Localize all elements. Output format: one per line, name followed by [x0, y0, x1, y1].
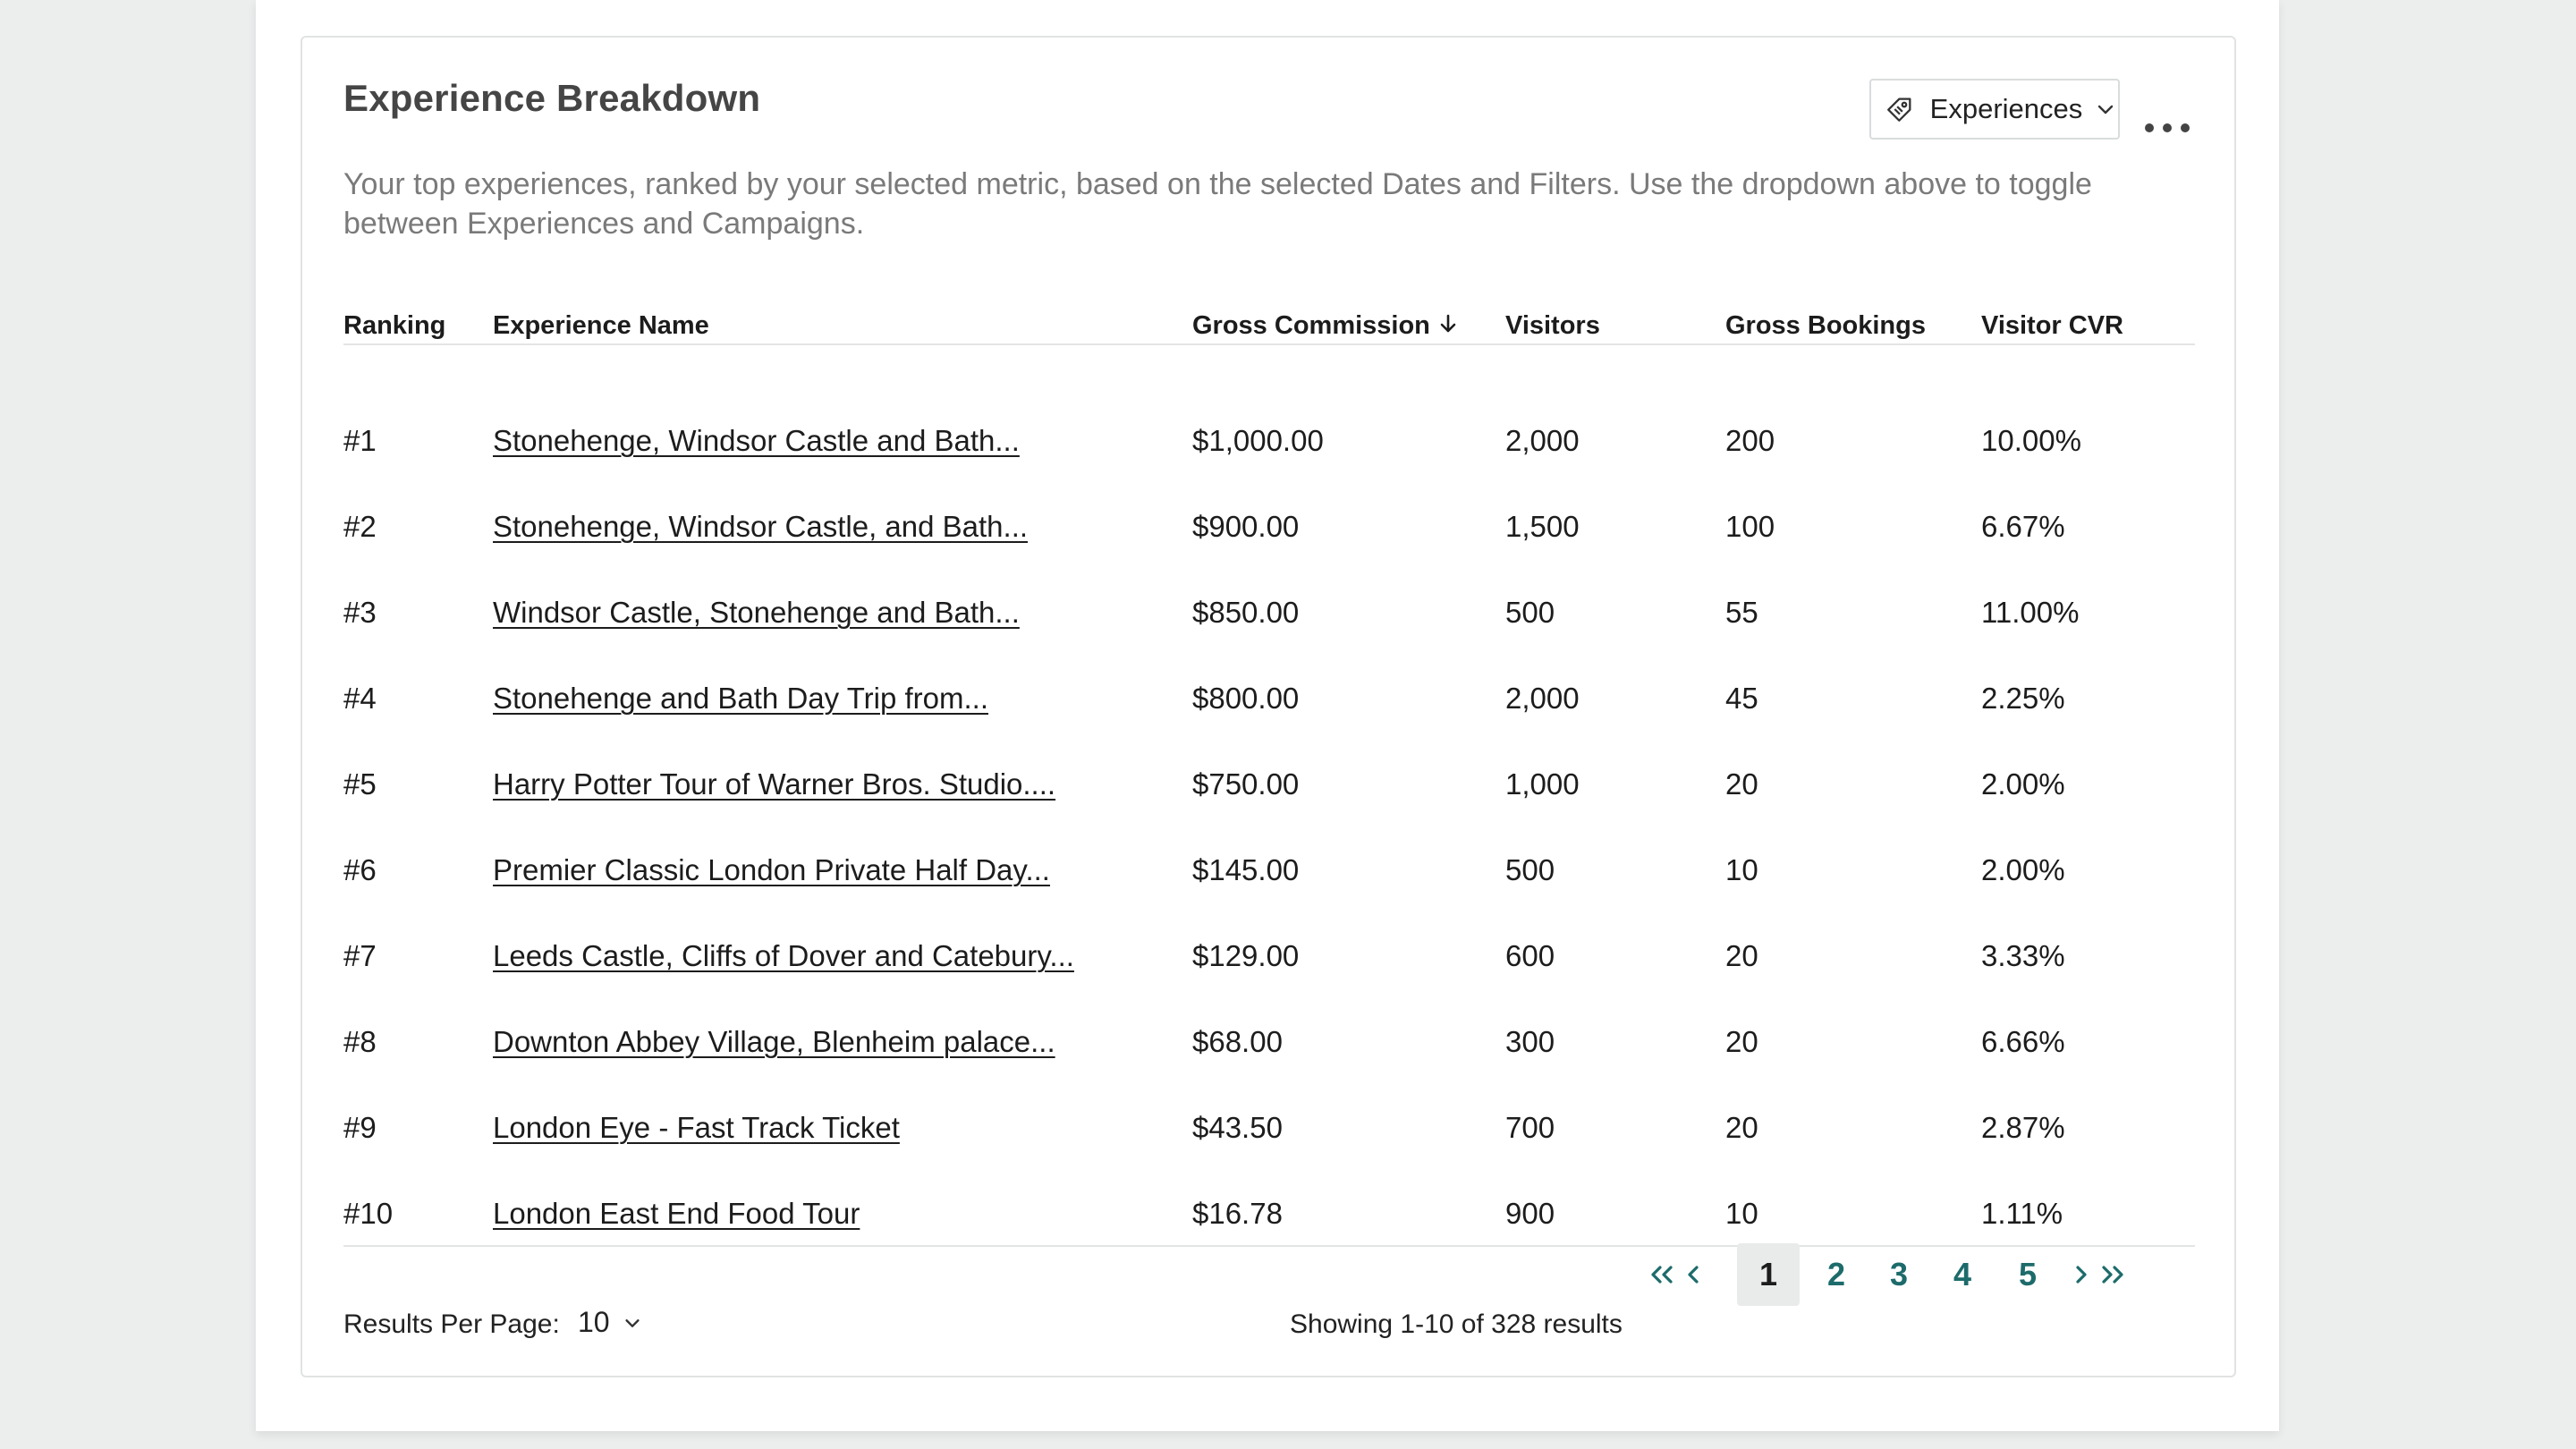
experience-link[interactable]: Stonehenge and Bath Day Trip from...	[493, 682, 988, 715]
results-count-text: Showing 1-10 of 328 results	[1290, 1309, 1623, 1339]
table-row	[343, 492, 2195, 578]
header-visitors: Visitors	[1505, 311, 1600, 340]
row-bookings: 20	[1725, 939, 1758, 972]
first-page-icon[interactable]	[1644, 1243, 1680, 1306]
row-commission: $1,000.00	[1192, 424, 1324, 457]
header-gross-commission[interactable]	[1192, 311, 1459, 343]
table-row	[343, 921, 2195, 1007]
view-toggle-dropdown[interactable]	[1869, 79, 2120, 140]
header-gross-commission-label: Gross Commission	[1192, 311, 1430, 340]
card-description: Your top experiences, ranked by your selected metric, based on the selected Dates and Filters. Use the dropdown above to toggle between Experiences and Campaigns.	[343, 167, 2092, 241]
experience-link[interactable]: London Eye - Fast Track Ticket	[493, 1111, 900, 1144]
card-title: Experience Breakdown	[343, 77, 761, 119]
arrow-down-icon[interactable]	[1437, 312, 1459, 343]
experience-link[interactable]: Windsor Castle, Stonehenge and Bath...	[493, 596, 1020, 629]
row-rank: #2	[343, 510, 377, 543]
row-cvr: 10.00%	[1981, 424, 2081, 457]
row-rank: #4	[343, 682, 377, 715]
more-horizontal-icon[interactable]	[2145, 114, 2190, 141]
tag-icon	[1884, 93, 1916, 125]
row-bookings: 20	[1725, 767, 1758, 801]
row-rank: #5	[343, 767, 377, 801]
table-row	[343, 578, 2195, 664]
row-visitors: 900	[1505, 1197, 1555, 1230]
results-per-page-label: Results Per Page:	[343, 1309, 560, 1339]
row-commission: $900.00	[1192, 510, 1300, 543]
row-commission: $129.00	[1192, 939, 1300, 972]
page-container	[256, 0, 2279, 1431]
table-header	[343, 292, 2195, 345]
row-rank: #9	[343, 1111, 377, 1144]
row-cvr: 2.00%	[1981, 767, 2065, 801]
header-ranking: Ranking	[343, 311, 446, 340]
experience-link[interactable]: Stonehenge, Windsor Castle, and Bath...	[493, 510, 1029, 543]
row-commission: $43.50	[1192, 1111, 1283, 1144]
results-per-page-select[interactable]	[578, 1306, 642, 1339]
row-cvr: 1.11%	[1981, 1197, 2063, 1230]
row-visitors: 500	[1505, 853, 1555, 886]
row-commission: $850.00	[1192, 596, 1300, 629]
row-visitors: 500	[1505, 596, 1555, 629]
header-visitor-cvr: Visitor CVR	[1981, 311, 2124, 340]
row-bookings: 20	[1725, 1111, 1758, 1144]
row-cvr: 6.67%	[1981, 510, 2065, 543]
row-cvr: 3.33%	[1981, 939, 2065, 972]
row-bookings: 10	[1725, 853, 1758, 886]
chevron-down-icon	[2095, 97, 2118, 121]
header-experience-name: Experience Name	[493, 311, 709, 340]
results-per-page-value: 10	[578, 1306, 610, 1338]
experience-link[interactable]: London East End Food Tour	[493, 1197, 860, 1230]
row-rank: #10	[343, 1197, 394, 1230]
previous-page-icon[interactable]	[1680, 1243, 1707, 1306]
row-bookings: 10	[1725, 1197, 1758, 1230]
table-row	[343, 835, 2195, 921]
row-bookings: 100	[1725, 510, 1775, 543]
experience-link[interactable]: Premier Classic London Private Half Day...	[493, 853, 1050, 886]
table-row	[343, 664, 2195, 750]
row-cvr: 2.87%	[1981, 1111, 2065, 1144]
experience-link[interactable]: Leeds Castle, Cliffs of Dover and Catebury...	[493, 939, 1074, 972]
page-button-4[interactable]: 4	[1953, 1256, 1972, 1292]
row-commission: $16.78	[1192, 1197, 1283, 1230]
row-visitors: 600	[1505, 939, 1555, 972]
last-page-icon[interactable]	[2095, 1243, 2131, 1306]
page-button-1[interactable]: 1	[1737, 1243, 1800, 1306]
page-button-2[interactable]: 2	[1826, 1256, 1846, 1292]
row-commission: $145.00	[1192, 853, 1300, 886]
row-visitors: 2,000	[1505, 424, 1580, 457]
row-cvr: 2.00%	[1981, 853, 2065, 886]
table-row	[343, 750, 2195, 835]
row-visitors: 2,000	[1505, 682, 1580, 715]
row-rank: #6	[343, 853, 377, 886]
row-visitors: 1,000	[1505, 767, 1580, 801]
header-gross-bookings: Gross Bookings	[1725, 311, 1926, 340]
experience-breakdown-card	[301, 36, 2236, 1377]
row-bookings: 20	[1725, 1025, 1758, 1058]
next-page-icon[interactable]	[2068, 1243, 2095, 1306]
row-rank: #8	[343, 1025, 377, 1058]
row-commission: $800.00	[1192, 682, 1300, 715]
row-visitors: 1,500	[1505, 510, 1580, 543]
row-cvr: 2.25%	[1981, 682, 2065, 715]
row-rank: #1	[343, 424, 377, 457]
table-row	[343, 1093, 2195, 1179]
chevron-down-icon	[623, 1313, 642, 1333]
row-commission: $68.00	[1192, 1025, 1283, 1058]
table-row	[343, 406, 2195, 492]
row-bookings: 55	[1725, 596, 1758, 629]
row-commission: $750.00	[1192, 767, 1300, 801]
row-cvr: 11.00%	[1981, 596, 2080, 629]
experience-link[interactable]: Downton Abbey Village, Blenheim palace...	[493, 1025, 1055, 1058]
view-toggle-label: Experiences	[1929, 93, 2083, 124]
experience-link[interactable]: Stonehenge, Windsor Castle and Bath...	[493, 424, 1020, 457]
page-button-5[interactable]: 5	[2018, 1256, 2038, 1292]
table-row	[343, 1007, 2195, 1093]
page-button-3[interactable]: 3	[1889, 1256, 1909, 1292]
experience-link[interactable]: Harry Potter Tour of Warner Bros. Studio....	[493, 767, 1056, 801]
row-visitors: 300	[1505, 1025, 1555, 1058]
row-rank: #3	[343, 596, 377, 629]
row-rank: #7	[343, 939, 377, 972]
row-visitors: 700	[1505, 1111, 1555, 1144]
row-bookings: 200	[1725, 424, 1775, 457]
row-bookings: 45	[1725, 682, 1758, 715]
row-cvr: 6.66%	[1981, 1025, 2065, 1058]
